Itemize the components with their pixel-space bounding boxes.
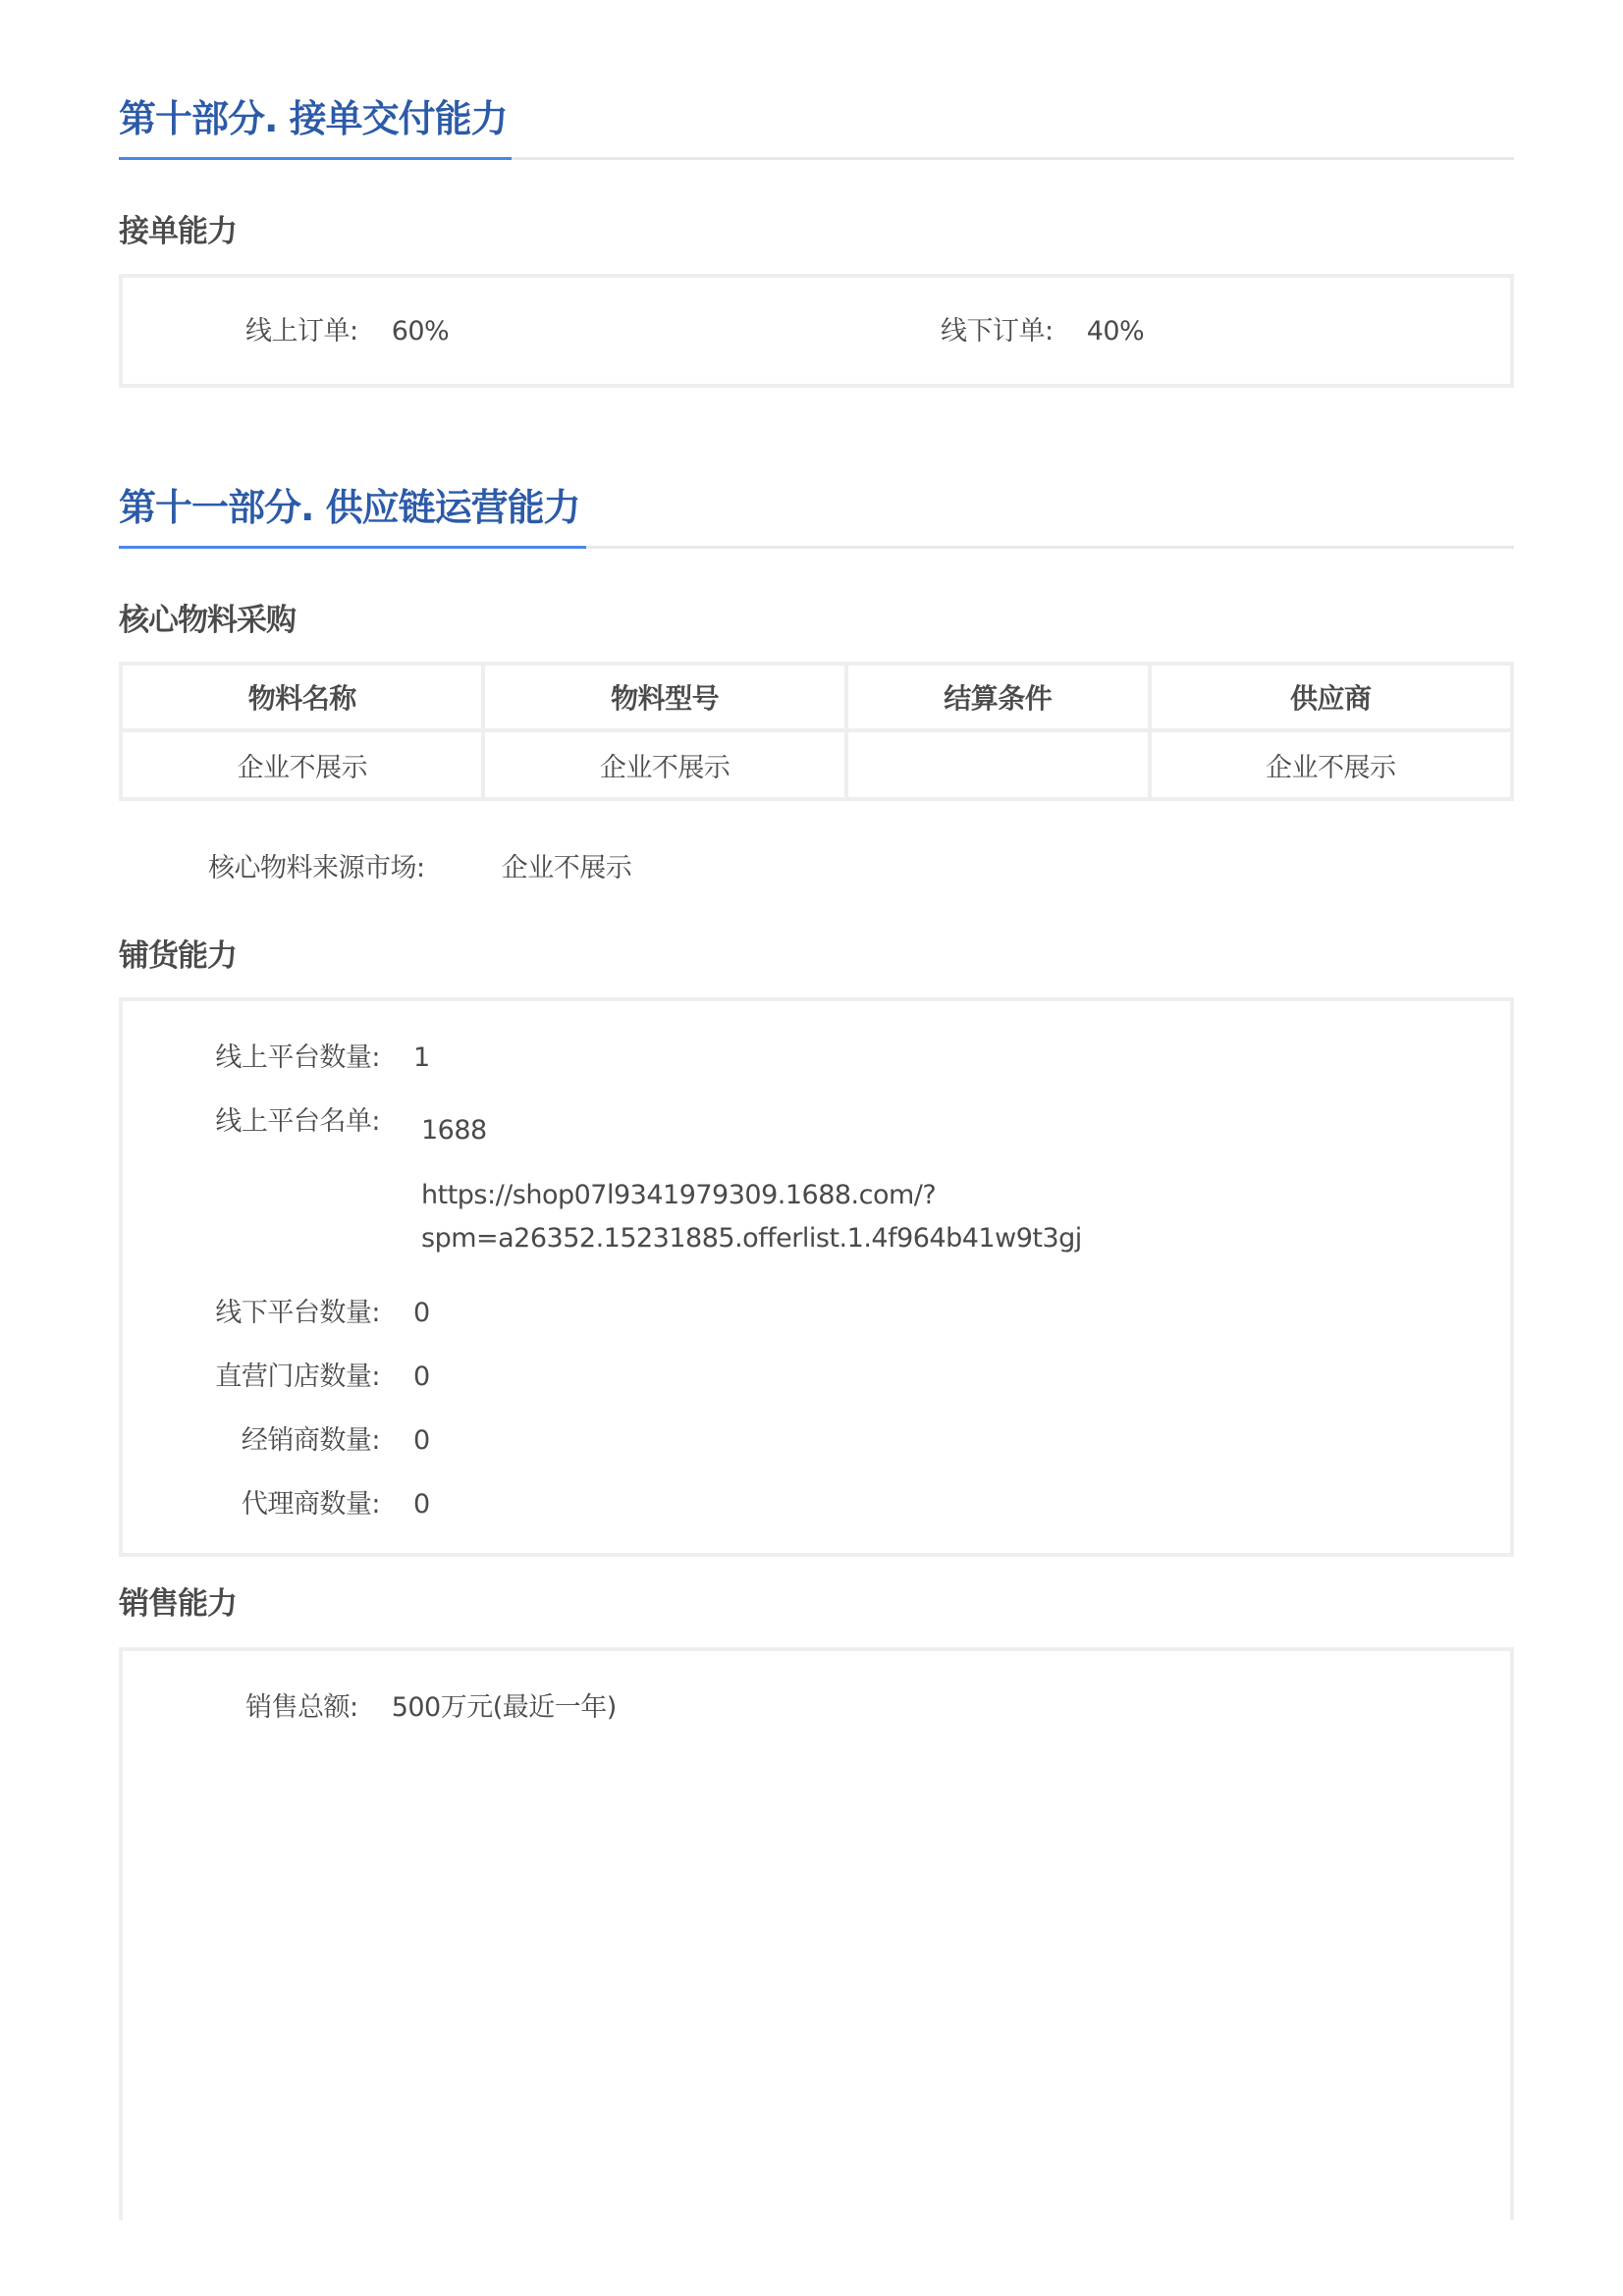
distribution-box bbox=[119, 997, 1514, 1557]
online-platform-name: 1688 bbox=[421, 1115, 487, 1146]
online-orders-label: 线上订单: bbox=[245, 316, 358, 347]
online-platform-url-line1[interactable]: https://shop07l9341979309.1688.com/? bbox=[421, 1180, 937, 1210]
source-market-field bbox=[208, 851, 631, 886]
title-divider bbox=[119, 546, 1514, 549]
sales-box bbox=[119, 1647, 1514, 2220]
section-11-header bbox=[119, 483, 1514, 549]
title-underline-accent bbox=[119, 157, 512, 160]
sales-heading: 销售能力 bbox=[119, 1586, 237, 1622]
distribution-heading: 铺货能力 bbox=[119, 938, 237, 974]
title-underline-accent bbox=[119, 546, 586, 549]
online-orders-field bbox=[245, 314, 449, 349]
dealer-count-value: 0 bbox=[413, 1425, 430, 1456]
column-header-settlement-terms: 结算条件 bbox=[846, 664, 1150, 730]
online-orders-value: 60% bbox=[391, 316, 450, 347]
source-market-value: 企业不展示 bbox=[501, 853, 632, 883]
section-title: 第十部分. 接单交付能力 bbox=[119, 97, 508, 140]
order-capacity-heading: 接单能力 bbox=[119, 214, 237, 249]
offline-orders-label: 线下订单: bbox=[941, 316, 1054, 347]
source-market-label: 核心物料来源市场: bbox=[208, 853, 425, 883]
table-row bbox=[121, 730, 1512, 799]
offline-orders-field bbox=[941, 314, 1144, 349]
core-materials-heading: 核心物料采购 bbox=[119, 603, 296, 638]
column-header-supplier: 供应商 bbox=[1150, 664, 1513, 730]
online-platform-count-value: 1 bbox=[413, 1042, 430, 1073]
order-capacity-box bbox=[119, 274, 1514, 388]
cell-material-model: 企业不展示 bbox=[483, 730, 845, 799]
cell-supplier: 企业不展示 bbox=[1150, 730, 1513, 799]
sales-total-field bbox=[245, 1690, 617, 1726]
section-title: 第十一部分. 供应链运营能力 bbox=[119, 486, 580, 529]
sales-total-value: 500万元(最近一年) bbox=[391, 1692, 617, 1723]
offline-platform-count-label: 线下平台数量: bbox=[215, 1298, 380, 1328]
dealer-count-label: 经销商数量: bbox=[241, 1425, 380, 1456]
agent-count-label: 代理商数量: bbox=[241, 1489, 380, 1520]
cell-settlement-terms bbox=[846, 730, 1150, 799]
column-header-material-name: 物料名称 bbox=[121, 664, 483, 730]
offline-orders-value: 40% bbox=[1086, 316, 1145, 347]
cell-material-name: 企业不展示 bbox=[121, 730, 483, 799]
direct-store-count-value: 0 bbox=[413, 1362, 430, 1392]
online-platform-url-line2[interactable]: spm=a26352.15231885.offerlist.1.4f964b41w9t3gj bbox=[421, 1223, 1082, 1254]
direct-store-count-label: 直营门店数量: bbox=[215, 1362, 380, 1392]
agent-count-value: 0 bbox=[413, 1489, 430, 1520]
column-header-material-model: 物料型号 bbox=[483, 664, 845, 730]
offline-platform-count-value: 0 bbox=[413, 1298, 430, 1328]
title-divider bbox=[119, 157, 1514, 160]
section-10-header bbox=[119, 94, 1514, 160]
table-header-row bbox=[121, 664, 1512, 730]
online-platform-list-label: 线上平台名单: bbox=[215, 1106, 380, 1137]
core-materials-table bbox=[119, 662, 1514, 801]
online-platform-count-label: 线上平台数量: bbox=[215, 1042, 380, 1073]
sales-total-label: 销售总额: bbox=[245, 1692, 358, 1723]
